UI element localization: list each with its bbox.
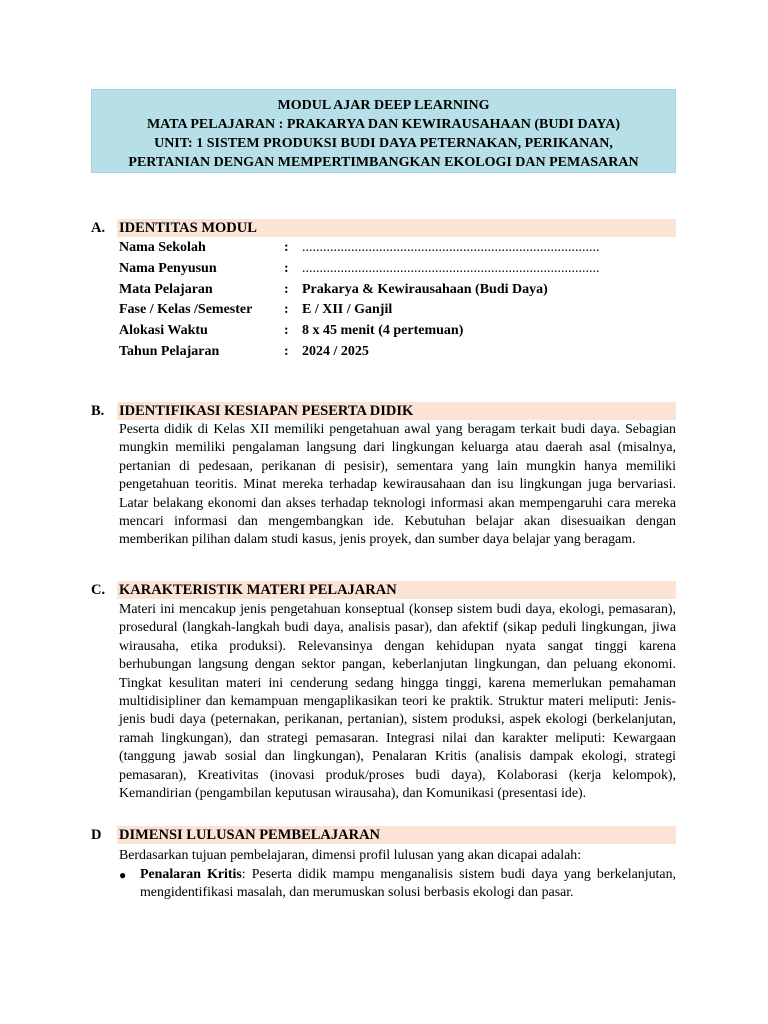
identity-row — [119, 341, 600, 362]
identity-table — [119, 238, 600, 362]
section-d-intro: Berdasarkan tujuan pembelajaran, dimensi profil lulusan yang akan dicapai adalah: — [119, 848, 582, 863]
identity-row — [119, 259, 600, 280]
identity-value: 8 x 45 menit (4 pertemuan) — [302, 323, 464, 339]
section-b-letter: B. — [91, 402, 105, 419]
identity-row — [119, 279, 600, 300]
title-line-2: MATA PELAJARAN : PRAKARYA DAN KEWIRAUSAHAAN (BUDI DAYA) — [146, 117, 621, 132]
section-a-heading — [91, 219, 676, 237]
section-c-title: KARAKTERISTIK MATERI PELAJARAN — [119, 581, 397, 598]
identity-colon: : — [284, 302, 289, 318]
identity-colon: : — [284, 261, 289, 277]
section-a-letter: A. — [91, 219, 106, 236]
identity-colon: : — [284, 281, 289, 297]
section-d-letter: D — [91, 826, 102, 843]
identity-colon: : — [284, 240, 289, 256]
identity-label: Nama Sekolah — [119, 240, 206, 256]
title-line-4: PERTANIAN DENGAN MEMPERTIMBANGKAN EKOLOGI DAN PEMASARAN — [128, 155, 639, 170]
section-b-paragraph: Peserta didik di Kelas XII memiliki pengetahuan awal yang beragam terkait budi daya. Sebagian mungkin memiliki pengalaman langsung dari lingkungan keluarga atau daerah asal (misalnya, pertanian di pedesaan, perikanan di pesisir), sementara yang lain mungkin hanya memiliki pengetahuan teoritis. Minat mereka terhadap kewirausahaan dan isu lingkungan juga bervariasi. Latar belakang ekonomi dan akses terhadap teknologi informasi akan mempengaruhi cara mereka mencari informasi dan mengembangkan ide. Kebutuhan belajar akan disesuaikan dengan memberikan pilihan dalam studi kasus, jenis proyek, dan sumber daya belajar yang beragam. — [119, 422, 676, 548]
section-a-title: IDENTITAS MODUL — [119, 219, 257, 236]
section-d-heading — [91, 826, 676, 844]
identity-label: Tahun Pelajaran — [119, 343, 220, 359]
identity-row — [119, 321, 600, 342]
identity-colon: : — [284, 323, 289, 339]
bullet-term: Penalaran Kritis — [140, 867, 242, 882]
module-title-box — [91, 89, 676, 173]
title-line-3: UNIT: 1 SISTEM PRODUKSI BUDI DAYA PETERNAKAN, PERIKANAN, — [154, 136, 613, 151]
bullet-dot-icon: ● — [119, 868, 127, 882]
section-c-heading — [91, 581, 676, 599]
identity-label: Fase / Kelas /Semester — [119, 302, 253, 318]
bullet-text: : Peserta didik mampu menganalisis sistem budi daya yang berkelanjutan, mengidentifikasi masalah, dan merumuskan solusi berbasis ekologi dan pasar. — [140, 867, 677, 901]
identity-value: ..................................................................................... — [302, 261, 600, 277]
section-d-title: DIMENSI LULUSAN PEMBELAJARAN — [119, 826, 381, 843]
identity-value: E / XII / Ganjil — [302, 302, 393, 318]
identity-value: Prakarya & Kewirausahaan (Budi Daya) — [302, 281, 548, 297]
list-item — [119, 866, 676, 903]
section-b-title: IDENTIFIKASI KESIAPAN PESERTA DIDIK — [119, 402, 414, 419]
identity-label: Alokasi Waktu — [119, 323, 208, 339]
identity-value: 2024 / 2025 — [302, 343, 369, 359]
identity-value: ..................................................................................... — [302, 240, 600, 256]
identity-label: Nama Penyusun — [119, 261, 217, 277]
identity-label: Mata Pelajaran — [119, 281, 213, 297]
identity-row — [119, 238, 600, 259]
section-c-paragraph: Materi ini mencakup jenis pengetahuan konseptual (konsep sistem budi daya, ekologi, pemasaran), prosedural (langkah-langkah budi daya, analisis pasar), dan afektif (sikap peduli lingkungan, jiwa wirausaha, etika produksi). Relevansinya dengan kehidupan nyata sangat tinggi karena berhubungan langsung dengan sektor pangan, keberlanjutan lingkungan, dan peluang ekonomi. Tingkat kesulitan materi ini cenderung sedang hingga tinggi, karena memerlukan pemahaman multidisipliner dan kemampuan mengaplikasikan teori ke praktik. Struktur materi meliputi: Jenis-jenis budi daya (peternakan, perikanan, pertanian), sistem produksi, aspek ekologi (berkelanjutan, ramah lingkungan), dan strategi pemasaran. Integrasi nilai dan karakter meliputi: Kewargaan (tanggung jawab sosial dan lingkungan), Penalaran Kritis (analisis dampak ekologi, strategi pemasaran), Kreativitas (inovasi produk/proses budi daya), Kolaborasi (kerja kelompok), Kemandirian (pengambilan keputusan wirausaha), dan Komunikasi (presentasi ide). — [119, 602, 676, 802]
title-line-1: MODUL AJAR DEEP LEARNING — [277, 98, 490, 113]
section-b-heading — [91, 402, 676, 420]
identity-colon: : — [284, 343, 289, 359]
section-c-letter: C. — [91, 581, 106, 598]
identity-row — [119, 300, 600, 321]
